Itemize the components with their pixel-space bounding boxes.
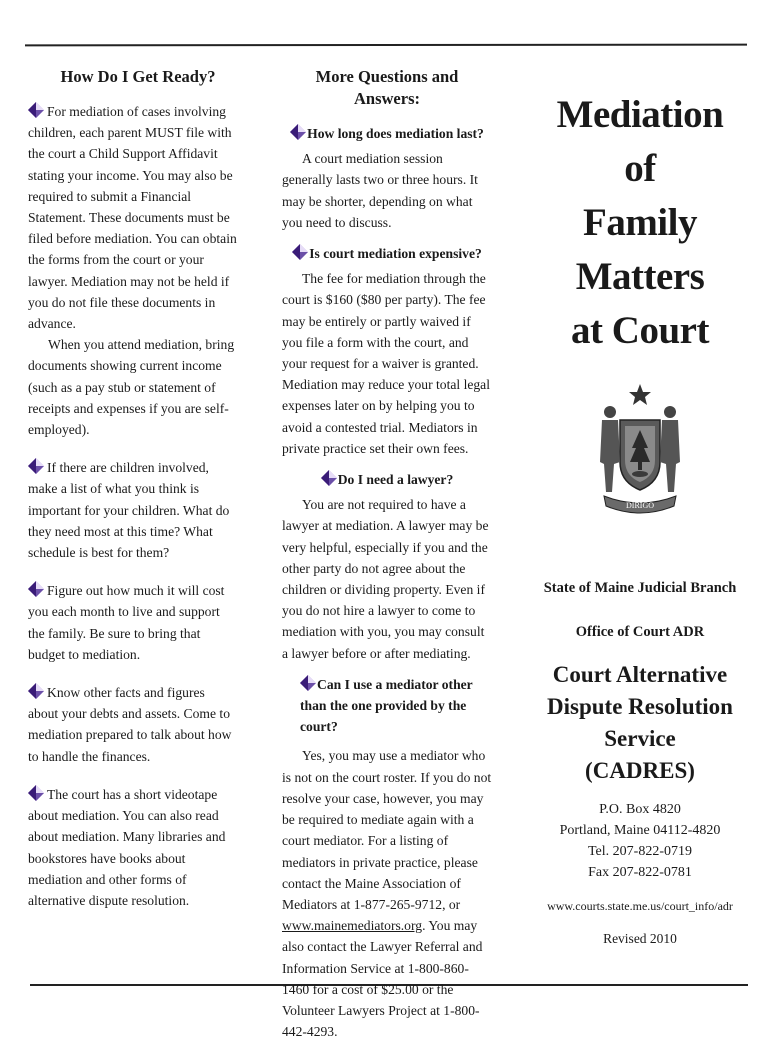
question-duration: How long does mediation last? [282,123,492,144]
question-cost: Is court mediation expensive? [282,243,492,264]
cadres-name: Court Alternative Dispute Resolution Service (CADRES) [547,661,733,783]
title-line-3: Family Matters [575,201,705,298]
paragraph-budget: Figure out how much it will cost you each month to live and support the family. Be sure to bring that budget to mediation. [28,583,225,662]
title-line-1: Mediation [556,93,724,136]
paragraph-affidavit: For mediation of cases involving children, each parent MUST file with the court a Child Support Affidavit stating your income. You may also be required to submit a Financial Statement. These documents must be filed before mediation. You can obtain the forms from the court or your lawyer. Mediation may not be held if you do not file these documents in advance. [28,104,237,332]
contact-address [540,799,740,883]
mainemediators-link[interactable]: www.mainemediators.org [282,918,423,934]
judicial-branch-label: State of Maine Judicial Branch [543,580,737,597]
column-get-ready [28,66,238,911]
diamond-bullet-icon [292,244,309,260]
top-rule [25,44,747,47]
title-line-4: at Court [571,309,709,352]
diamond-bullet-icon [28,683,45,699]
heading-questions: More Questions and Answers: [315,67,459,108]
svg-text:DIRIGO: DIRIGO [626,501,654,510]
answer-other-mediator: Yes, you may use a mediator who is not on the court roster. If you do not resolve your case, however, you may be required to mediate again with a court mediator. For a listing of mediators in private practice, please contact the Maine Association of Mediators at 1-877-265-9712, or www.mainemediators.org. You may also contact the Lawyer Referral and Information Service at 1-800-860-1460 for a cost of $25.00 or the Volunteer Lawyers Project at 1-800-442-4293. [282,748,492,1040]
question-lawyer: Do I need a lawyer? [282,469,492,490]
diamond-bullet-icon [28,102,45,118]
maine-state-seal-icon [590,382,690,522]
answer-duration: A court mediation session generally lasts two or three hours. It may be shorter, depending on what you need to discuss. [282,151,478,230]
diamond-bullet-icon [290,124,307,140]
diamond-bullet-icon [28,581,45,597]
phone-number: Tel. 207-822-0719 [587,843,692,859]
diamond-bullet-icon [321,470,338,486]
heading-get-ready: How Do I Get Ready? [60,67,216,86]
po-box: P.O. Box 4820 [599,801,681,817]
title-line-2: of [624,147,656,190]
city-state-zip: Portland, Maine 04112-4820 [559,822,721,838]
paragraph-videotape: The court has a short videotape about mediation. You can also read about mediation. Many libraries and bookstores have books about mediation and other forms of alternative dispute resolution. [28,786,226,908]
answer-cost: The fee for mediation through the court is $160 ($80 per party). The fee may be entirely or partly waived if you file a form with the court, and your request for a waiver is granted. Mediation may reduce your total legal expenses later on by helping you to avoid a contested trial. Mediators in private practice set their own fees. [282,271,490,456]
fax-number: Fax 207-822-0781 [588,864,692,880]
column-cover [540,88,740,949]
paragraph-bring-documents: When you attend mediation, bring documents showing current income (such as a pay stub or statement of receipts and expenses if you are self-employed). [28,337,235,438]
column-questions [282,66,492,1042]
question-other-mediator: Can I use a mediator other than the one provided by the court? [300,676,473,735]
website-url: www.courts.state.me.us/court_info/adr [547,898,733,913]
diamond-bullet-icon [300,675,317,691]
paragraph-debts-assets: Know other facts and figures about your debts and assets. Come to mediation prepared to talk about how to handle the finances. [28,685,232,764]
answer-lawyer: You are not required to have a lawyer at mediation. A lawyer may be very helpful, especially if you and the other party do not agree about the children or dividing property. Even if you do not hire a lawyer to come to mediation with you, you may consult a lawyer before or after mediating. [282,497,489,661]
paragraph-children-list: If there are children involved, make a list of what you think is important for your children. What do they need most at this time? What schedule is best for them? [28,460,230,561]
revised-date: Revised 2010 [603,930,677,946]
diamond-bullet-icon [28,458,45,474]
diamond-bullet-icon [28,785,45,801]
office-label: Office of Court ADR [575,624,705,641]
